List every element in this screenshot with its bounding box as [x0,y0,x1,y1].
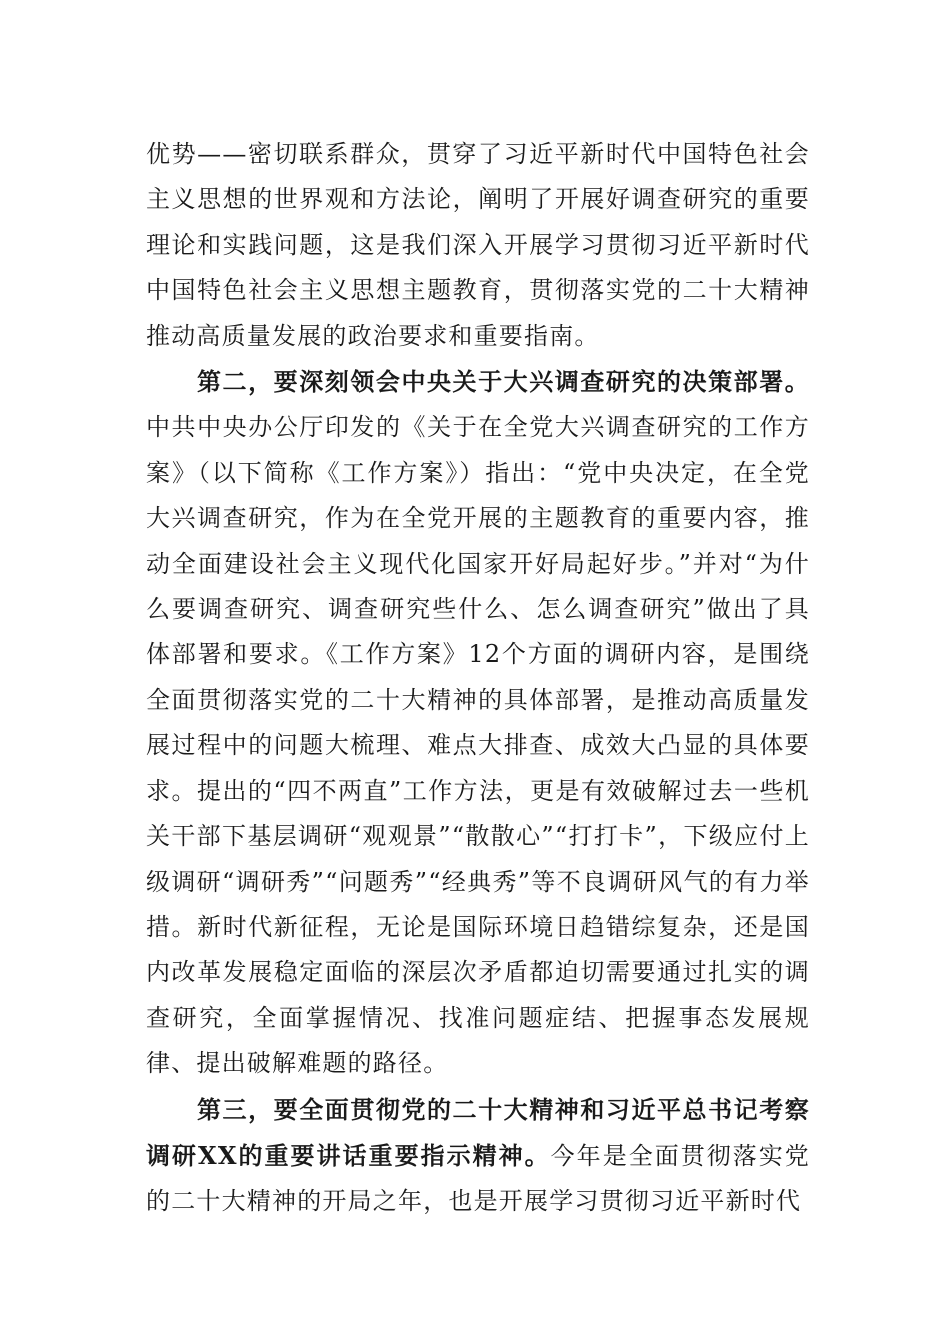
paragraph-3-heading: 第三，要全面贯彻党的二十大精神和习近平总书记考察调研XX的重要讲话重要指示精神。 [146,1094,810,1170]
paragraph-third-point [146,1087,810,1225]
document-body [146,132,810,1225]
paragraph-2-heading: 第二，要深刻领会中央关于大兴调查研究的决策部署。 [197,367,810,397]
paragraph-3-text: 今年是全面贯彻落实党的二十大精神的开局之年，也是开展学习贯彻习近平新时代 [146,1141,811,1216]
paragraph-second-point [146,359,810,1087]
paragraph-continuation [146,132,810,359]
paragraph-2-text: 中共中央办公厅印发的《关于在全党大兴调查研究的工作方案》（以下简称《工作方案》）指出：“党中央决定，在全党大兴调查研究，作为在全党开展的主题教育的重要内容，推动全面建设社会主义现代化国家开好局起好步。”并对“为什么要调查研究、调查研究些什么、怎么调查研究”做出了具体部署和要求。《工作方案》12个方面的调研内容，是围绕全面贯彻落实党的二十大精神的具体部署，是推动高质量发展过程中的问题大梳理、难点大排查、成效大凸显的具体要求。提出的“四不两直”工作方法，更是有效破解过去一些机关干部下基层调研“观观景”“散散心”“打打卡”，下级应付上级调研“调研秀”“问题秀”“经典秀”等不良调研风气的有力举措。新时代新征程，无论是国际环境日趋错综复杂，还是国内改革发展稳定面临的深层次矛盾都迫切需要通过扎实的调查研究，全面掌握情况、找准问题症结、把握事态发展规律、提出破解难题的路径。 [146,413,810,1078]
paragraph-1-text: 优势——密切联系群众，贯穿了习近平新时代中国特色社会主义思想的世界观和方法论，阐明了开展好调查研究的重要理论和实践问题，这是我们深入开展学习贯彻习近平新时代中国特色社会主义思想主题教育，贯彻落实党的二十大精神推动高质量发展的政治要求和重要指南。 [146,140,810,350]
